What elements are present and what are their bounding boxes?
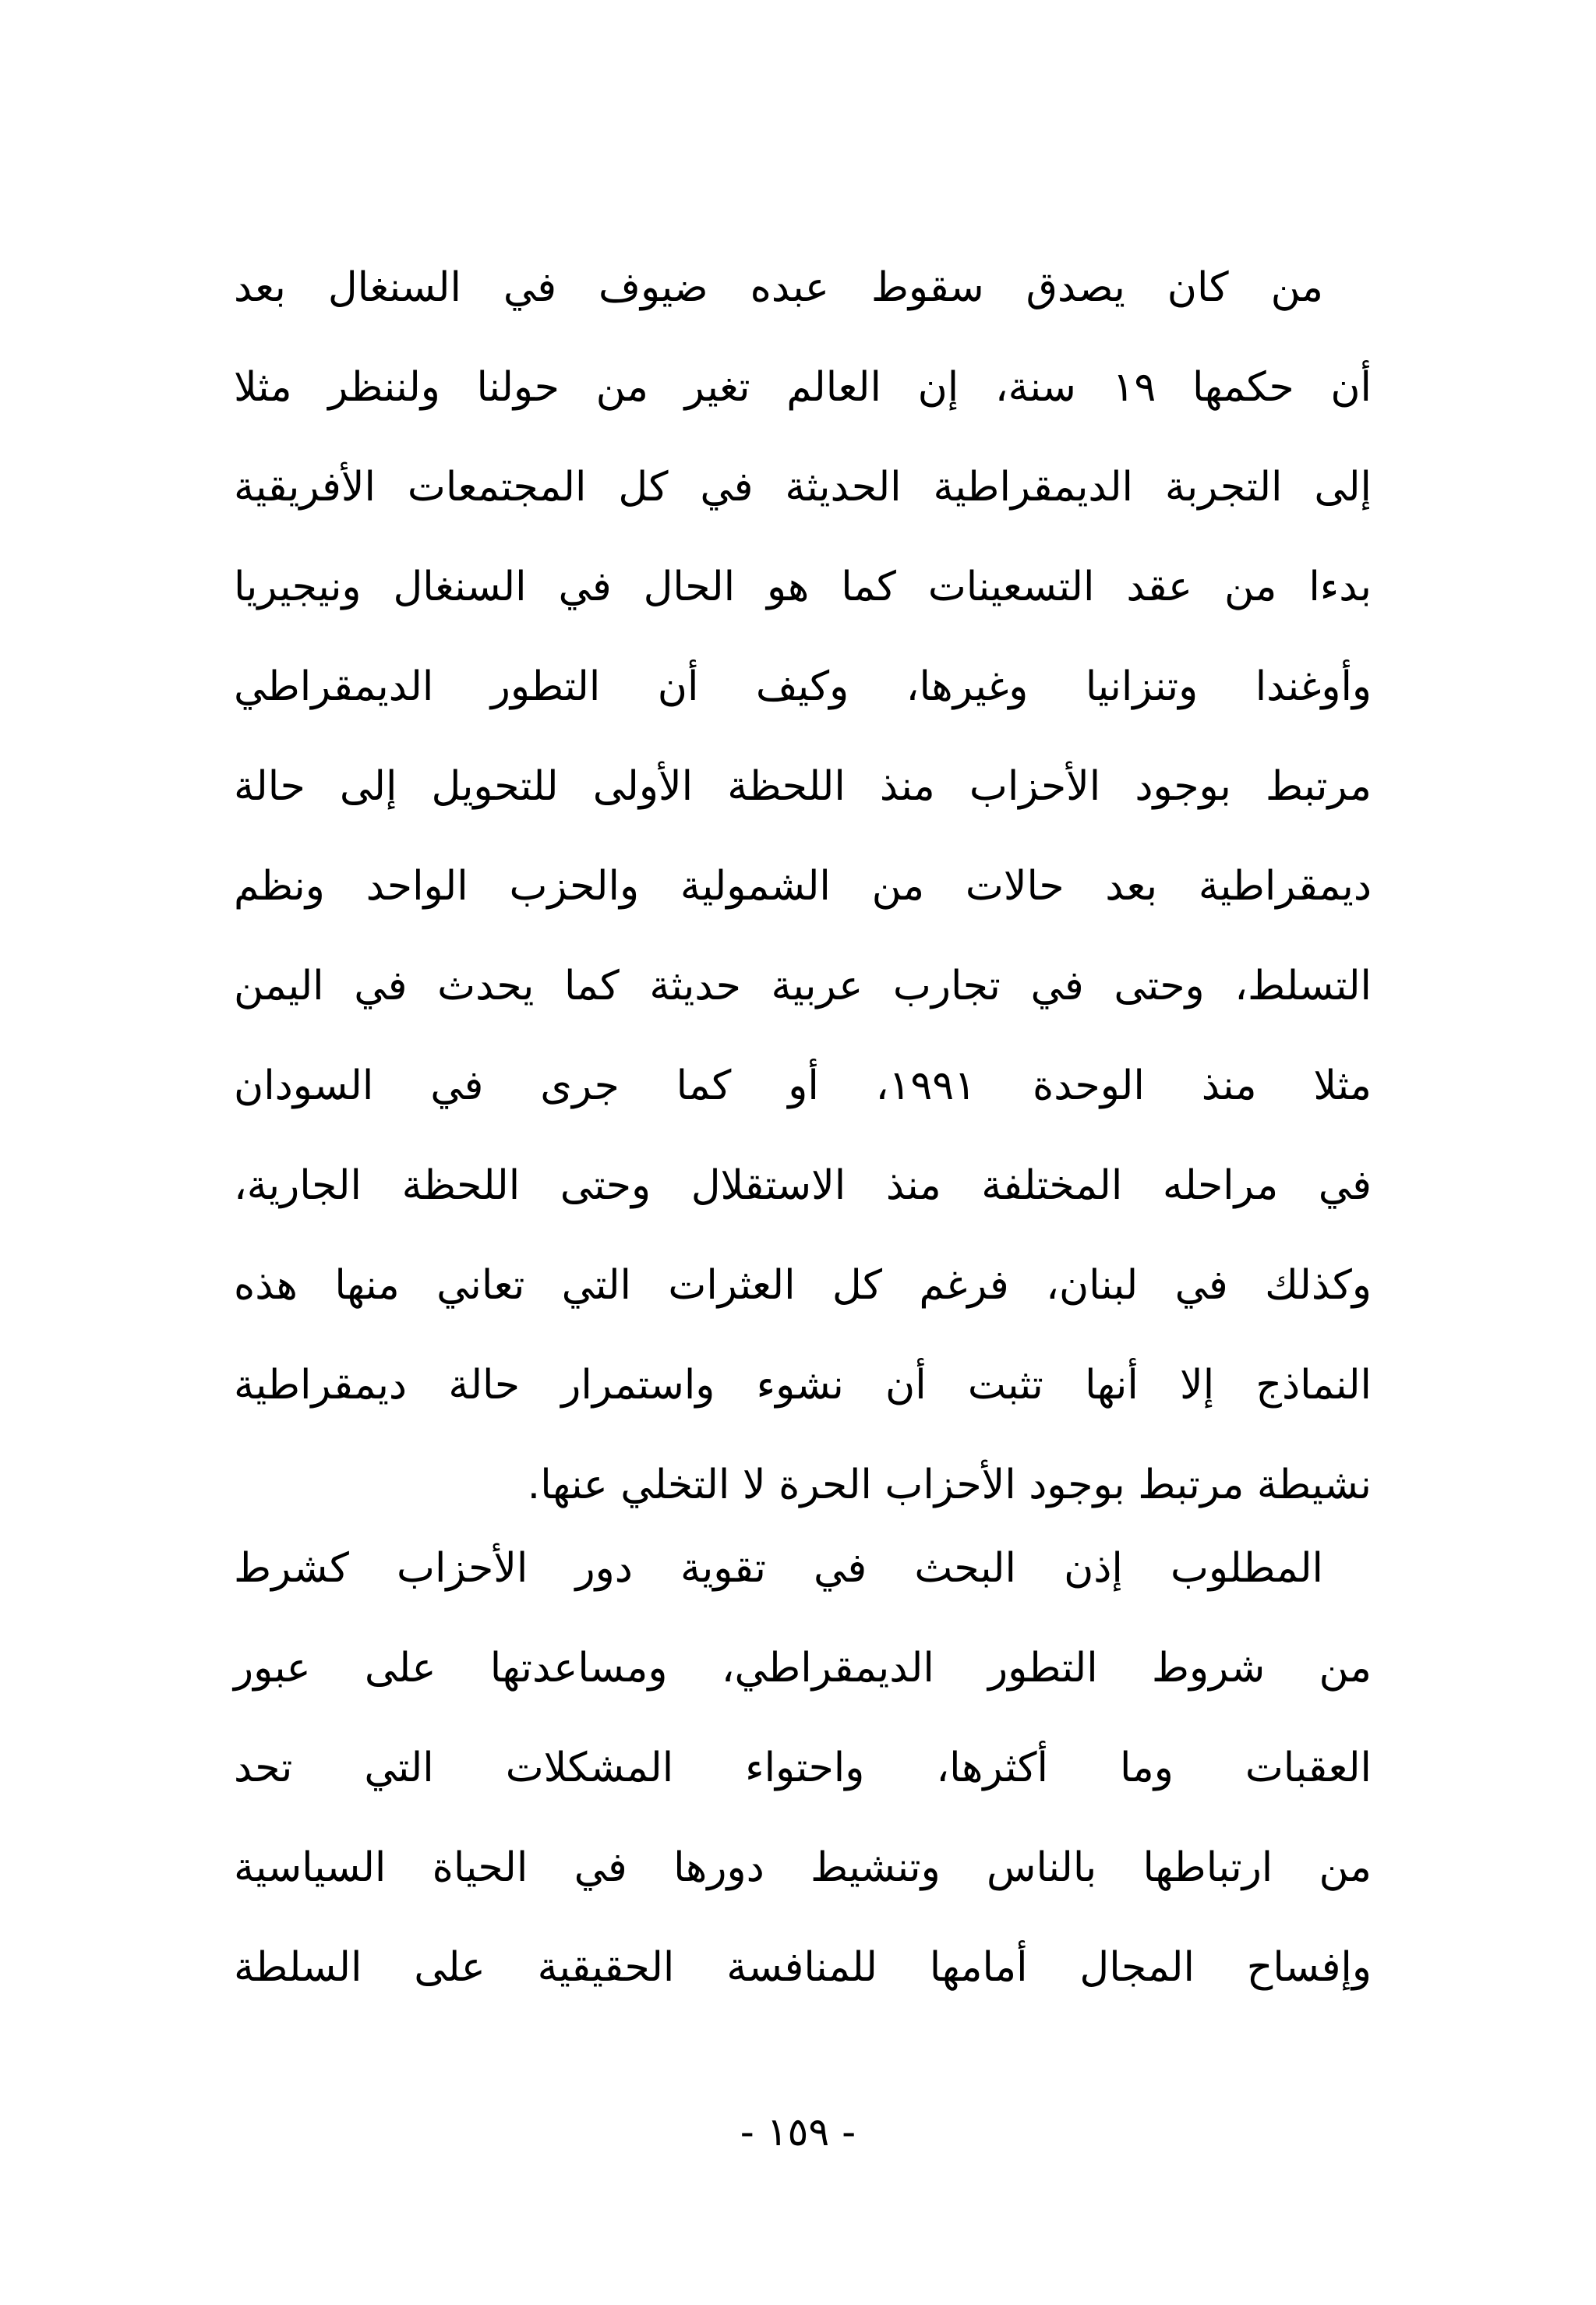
- text-line: ديمقراطية بعد حالات من الشمولية والحزب الواحد ونظم: [234, 863, 1372, 910]
- text-line: بدءا من عقد التسعينات كما هو الحال في السنغال ونيجيريا: [234, 564, 1372, 610]
- text-line: من كان يصدق سقوط عبده ضيوف في السنغال بعد: [234, 264, 1323, 311]
- text-line: وأوغندا وتنزانيا وغيرها، وكيف أن التطور الديمقراطي: [234, 663, 1372, 710]
- text-line: وإفساح المجال أمامها للمنافسة الحقيقية على السلطة: [234, 1944, 1372, 1991]
- text-line: التسلط، وحتى في تجارب عربية حديثة كما يحدث في اليمن: [234, 963, 1372, 1009]
- text-line: أن حكمها ١٩ سنة، إن العالم تغير من حولنا ولننظر مثلا: [234, 364, 1372, 411]
- text-line: مرتبط بوجود الأحزاب منذ اللحظة الأولى للتحويل إلى حالة: [234, 763, 1372, 810]
- text-line: مثلا منذ الوحدة ١٩٩١، أو كما جرى في السودان: [234, 1062, 1372, 1109]
- text-line: المطلوب إذن البحث في تقوية دور الأحزاب كشرط: [234, 1545, 1323, 1592]
- text-line: من شروط التطور الديمقراطي، ومساعدتها على عبور: [234, 1645, 1372, 1692]
- text-line: وكذلك في لبنان، فرغم كل العثرات التي تعاني منها هذه: [234, 1262, 1372, 1309]
- paragraph-1: [234, 238, 1372, 1535]
- text-line: نشيطة مرتبط بوجود الأحزاب الحرة لا التخلي عنها.: [527, 1462, 1372, 1508]
- page-number: - ١٥٩ -: [740, 2109, 856, 2155]
- paragraph-2: [234, 1518, 1372, 2017]
- text-line: من ارتباطها بالناس وتنشيط دورها في الحياة السياسية: [234, 1844, 1372, 1891]
- text-line: في مراحله المختلفة منذ الاستقلال وحتى اللحظة الجارية،: [234, 1162, 1372, 1209]
- text-line: إلى التجربة الديمقراطية الحديثة في كل المجتمعات الأفريقية: [234, 464, 1372, 511]
- text-line: العقبات وما أكثرها، واحتواء المشكلات التي تحد: [234, 1745, 1372, 1791]
- text-line: النماذج إلا أنها تثبت أن نشوء واستمرار حالة ديمقراطية: [234, 1362, 1372, 1409]
